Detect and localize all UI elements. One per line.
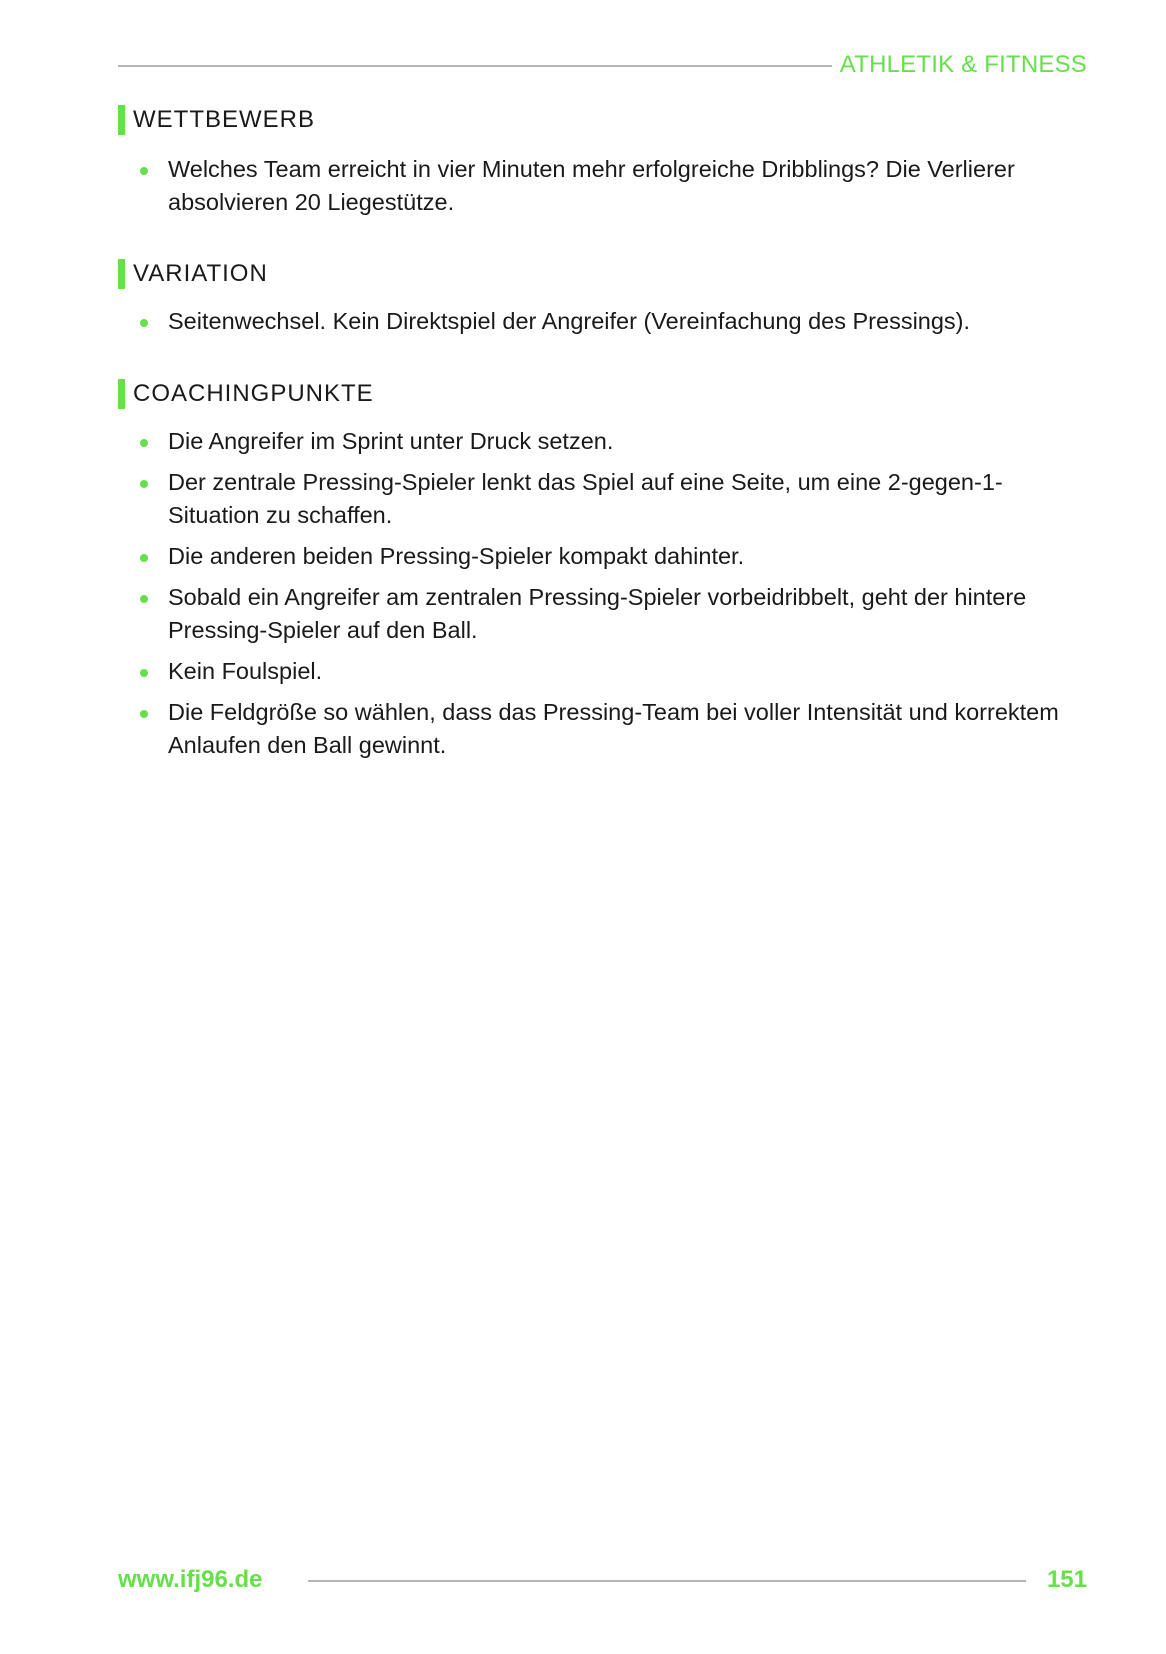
bullet-list [118, 305, 1078, 338]
heading-accent-bar [118, 259, 125, 289]
list-item [118, 696, 1078, 762]
section-heading [118, 104, 1078, 136]
list-item-text: Die Feldgröße so wählen, dass das Pressing-Team bei voller Intensität und korrektem Anlaufen den Ball gewinnt. [168, 699, 1059, 758]
section-heading-text: COACHINGPUNKTE [133, 380, 374, 407]
section-heading-text: WETTBEWERB [133, 106, 315, 133]
bullet-dot-icon [140, 439, 148, 447]
bullet-list [118, 153, 1078, 219]
list-item [118, 153, 1078, 219]
list-item [118, 581, 1078, 647]
list-item-text: Der zentrale Pressing-Spieler lenkt das Spiel auf eine Seite, um eine 2-gegen-1-Situation zu schaffen. [168, 469, 1003, 528]
bullet-dot-icon [140, 319, 148, 327]
bullet-dot-icon [140, 669, 148, 677]
list-item [118, 305, 1078, 338]
section-heading [118, 378, 1078, 410]
bullet-dot-icon [140, 167, 148, 175]
list-item-text: Die Angreifer im Sprint unter Druck setzen. [168, 428, 614, 454]
list-item [118, 540, 1078, 573]
list-item-text: Welches Team erreicht in vier Minuten mehr erfolgreiche Dribblings? Die Verlierer absolvieren 20 Liegestütze. [168, 156, 1015, 215]
list-item [118, 466, 1078, 532]
list-item-text: Die anderen beiden Pressing-Spieler kompakt dahinter. [168, 543, 745, 569]
list-item [118, 425, 1078, 458]
list-item-text: Sobald ein Angreifer am zentralen Pressing-Spieler vorbeidribbelt, geht der hintere Pressing-Spieler auf den Ball. [168, 584, 1027, 643]
section-variation [118, 258, 1078, 338]
section-heading-text: VARIATION [133, 260, 268, 287]
list-item [118, 655, 1078, 688]
chapter-title: ATHLETIK & FITNESS [839, 51, 1087, 78]
bullet-dot-icon [140, 480, 148, 488]
heading-accent-bar [118, 379, 125, 409]
list-item-text: Seitenwechsel. Kein Direktspiel der Angreifer (Vereinfachung des Pressings). [168, 308, 971, 334]
header-divider [118, 65, 832, 67]
page-number: 151 [1046, 1566, 1087, 1593]
footer-website-link[interactable]: www.ifj96.de [118, 1566, 263, 1593]
section-wettbewerb [118, 104, 1078, 219]
list-item-text: Kein Foulspiel. [168, 658, 323, 684]
bullet-dot-icon [140, 710, 148, 718]
footer-divider [308, 1580, 1026, 1582]
heading-accent-bar [118, 105, 125, 135]
bullet-list [118, 425, 1078, 762]
bullet-dot-icon [140, 595, 148, 603]
bullet-dot-icon [140, 554, 148, 562]
section-heading [118, 258, 1078, 290]
section-coachingpunkte [118, 378, 1078, 770]
